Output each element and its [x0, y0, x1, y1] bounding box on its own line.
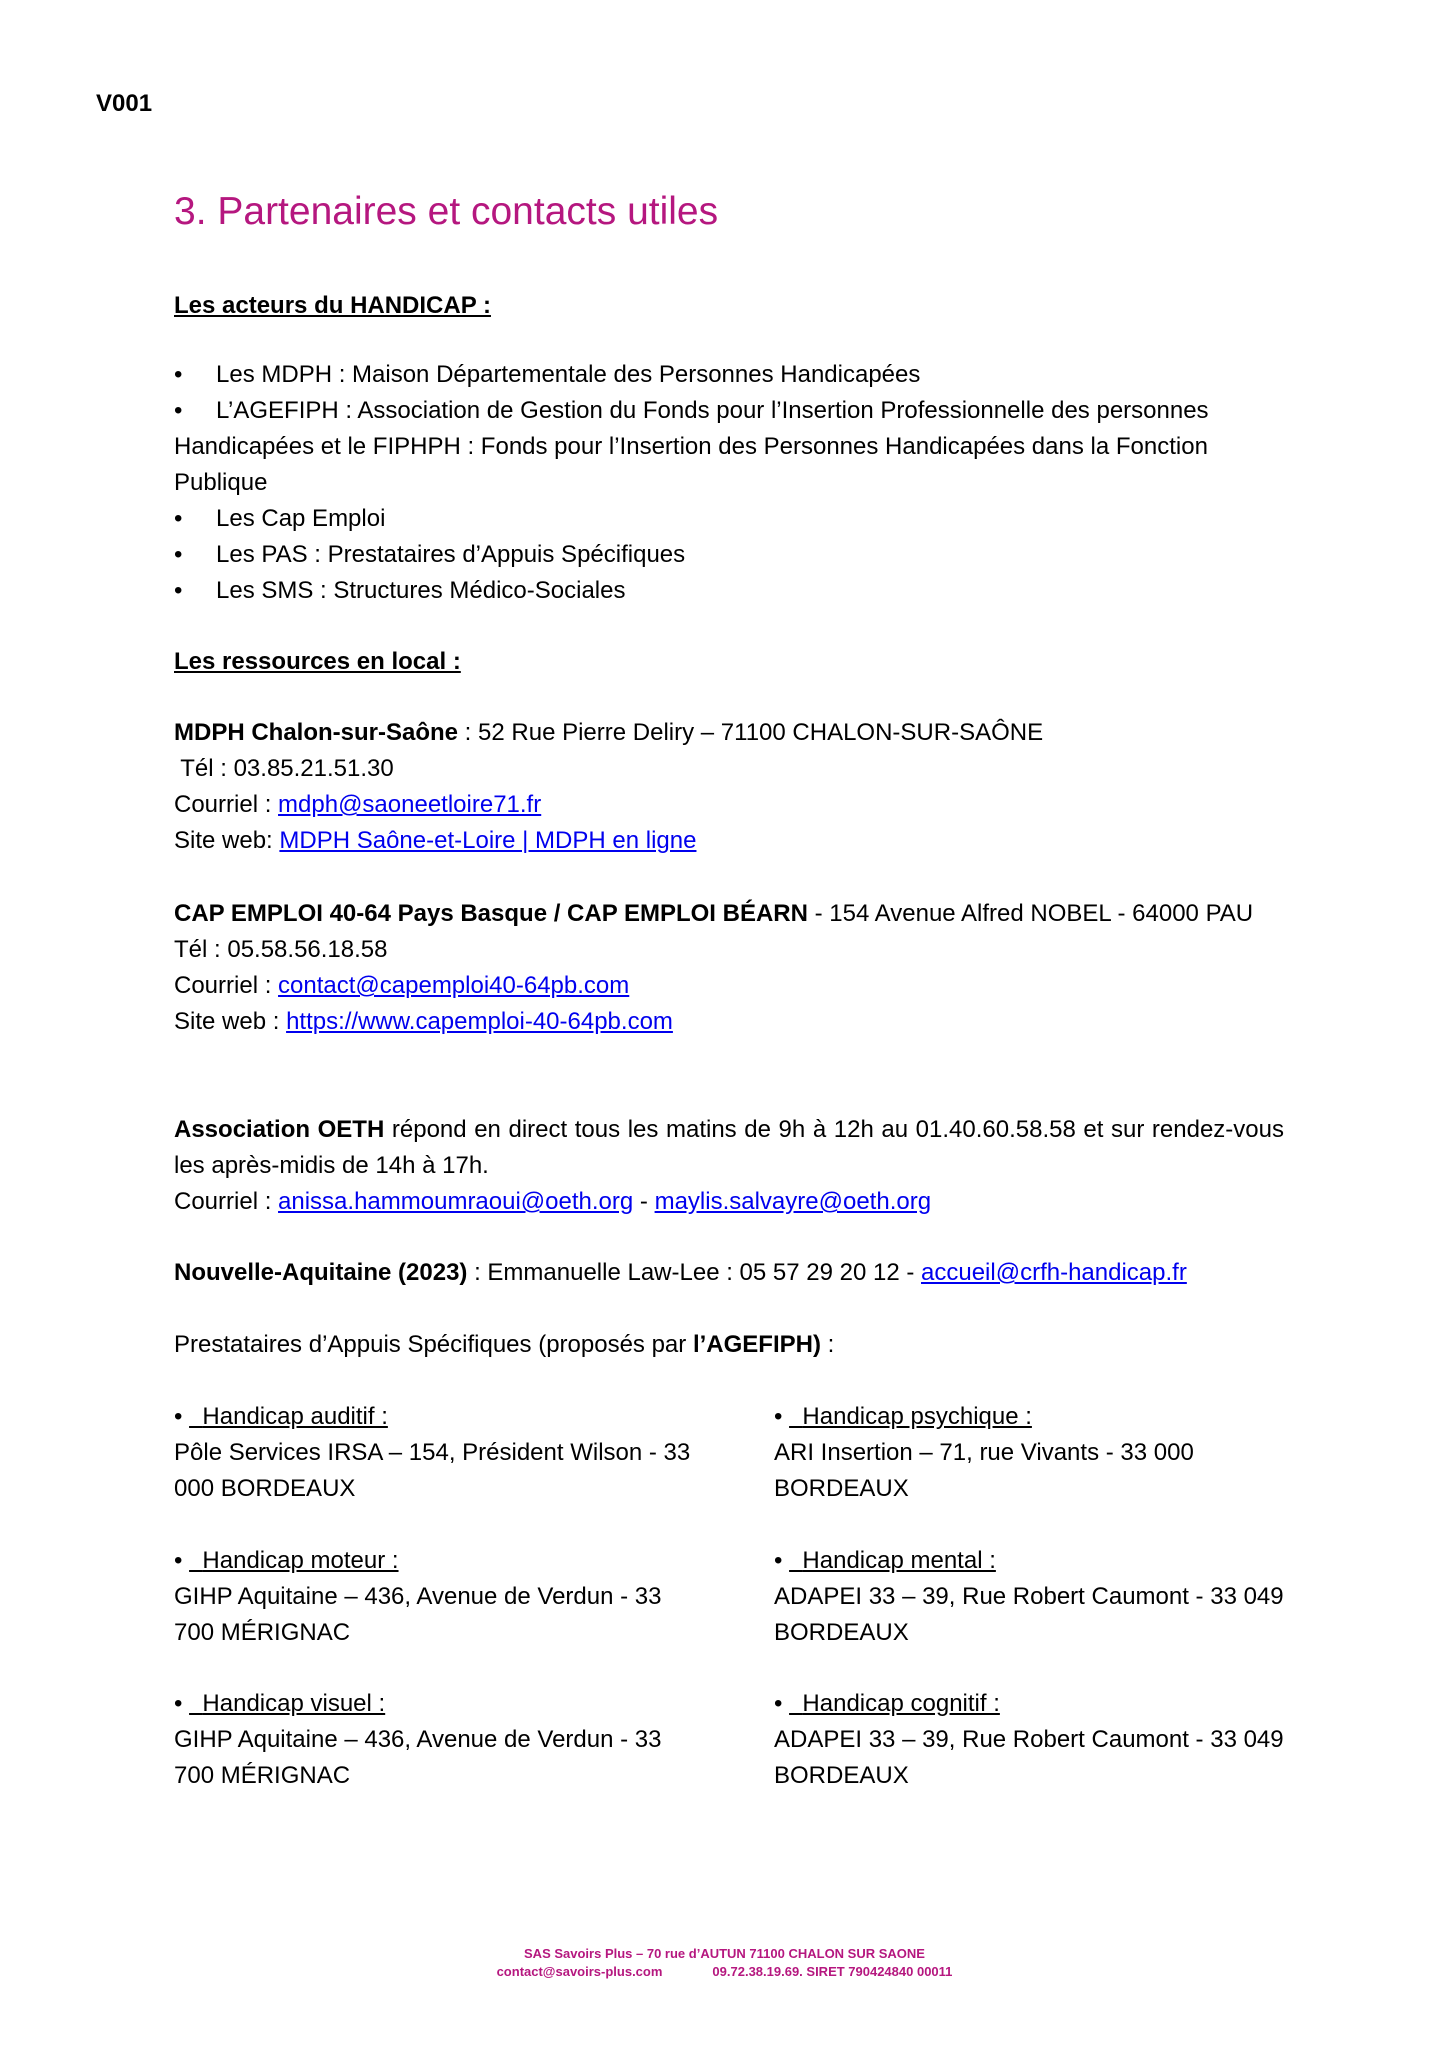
version-label: V001	[96, 90, 153, 117]
oeth-email1-link[interactable]: anissa.hammoumraoui@oeth.org	[278, 1188, 634, 1215]
mdph-site-link[interactable]: MDPH Saône-et-Loire | MDPH en ligne	[279, 827, 697, 854]
oeth-block	[174, 1112, 1284, 1220]
cap-site-link[interactable]: https://www.capemploi-40-64pb.com	[286, 1008, 673, 1035]
list-item: • L’AGEFIPH : Association de Gestion du Fonds pour l’Insertion Professionnelle des personnes Handicapées et le FIPHPH : Fonds pour l’Insertion des Personnes Handicapées dans la Fonction Publique	[174, 393, 1284, 501]
prestataire-psychique: • Handicap psychique : ARI Insertion – 71, rue Vivants - 33 000 BORDEAUX	[774, 1399, 1294, 1507]
footer	[0, 1945, 1449, 1981]
mdph-email-link[interactable]: mdph@saoneetloire71.fr	[278, 791, 542, 818]
acteurs-list	[174, 357, 1284, 609]
prestataire-type: Handicap visuel :	[202, 1690, 386, 1717]
list-item: • Les MDPH : Maison Départementale des Personnes Handicapées	[174, 357, 1284, 393]
oeth-sep: -	[633, 1188, 655, 1215]
cap-site-label: Site web :	[174, 1008, 287, 1035]
ressources-heading-text: Les ressources en local :	[174, 648, 461, 675]
prestataire-type: Handicap cognitif :	[802, 1690, 1000, 1717]
mdph-email-label: Courriel :	[174, 791, 279, 818]
mdph-block	[174, 715, 1284, 859]
prestataire-mental: • Handicap mental : ADAPEI 33 – 39, Rue Robert Caumont - 33 049 BORDEAUX	[774, 1543, 1294, 1651]
oeth-text: répond en direct tous les matins de 9h à 12h au 01.40.60.58.58 et sur rendez-vous les après-midis de 14h à 17h.	[174, 1116, 1284, 1179]
cap-tel: Tél : 05.58.56.18.58	[174, 936, 388, 963]
list-item: • Les Cap Emploi	[174, 501, 1284, 537]
mdph-address: : 52 Rue Pierre Deliry – 71100 CHALON-SUR-SAÔNE	[458, 719, 1044, 746]
list-item: • Les SMS : Structures Médico-Sociales	[174, 573, 1284, 609]
na-text: : Emmanuelle Law-Lee : 05 57 29 20 12 -	[467, 1259, 922, 1286]
prestataire-address: ADAPEI 33 – 39, Rue Robert Caumont - 33 049 BORDEAUX	[774, 1726, 1284, 1789]
cap-email-label: Courriel :	[174, 972, 279, 999]
cap-block	[174, 896, 1284, 1040]
mdph-site-label: Site web:	[174, 827, 280, 854]
prestataire-address: Pôle Services IRSA – 154, Président Wilson - 33 000 BORDEAUX	[174, 1439, 691, 1502]
footer-company: SAS Savoirs Plus – 70 rue d’AUTUN 71100 CHALON SUR SAONE	[524, 1946, 925, 1961]
pas-intro	[174, 1327, 1284, 1363]
cap-address: - 154 Avenue Alfred NOBEL - 64000 PAU	[807, 900, 1254, 927]
pas-intro-bold: l’AGEFIPH)	[692, 1331, 821, 1358]
ressources-heading	[174, 644, 461, 680]
prestataire-address: GIHP Aquitaine – 436, Avenue de Verdun - 33 700 MÉRIGNAC	[174, 1583, 662, 1646]
mdph-tel: Tél : 03.85.21.51.30	[174, 755, 394, 782]
prestataire-type: Handicap mental :	[802, 1547, 996, 1574]
cap-email-link[interactable]: contact@capemploi40-64pb.com	[278, 972, 630, 999]
oeth-name: Association OETH	[174, 1116, 385, 1143]
pas-intro-text: Prestataires d’Appuis Spécifiques (proposés par	[174, 1331, 693, 1358]
prestataire-type: Handicap auditif :	[202, 1403, 388, 1430]
acteurs-heading-text: Les acteurs du HANDICAP :	[174, 292, 491, 319]
prestataire-address: GIHP Aquitaine – 436, Avenue de Verdun - 33 700 MÉRIGNAC	[174, 1726, 662, 1789]
prestataire-auditif: • Handicap auditif : Pôle Services IRSA – 154, Président Wilson - 33 000 BORDEAUX	[174, 1399, 694, 1507]
footer-email: contact@savoirs-plus.com	[496, 1964, 663, 1979]
footer-info: 09.72.38.19.69. SIRET 790424840 00011	[712, 1964, 953, 1979]
na-block	[174, 1255, 1284, 1291]
prestataire-cognitif: • Handicap cognitif : ADAPEI 33 – 39, Rue Robert Caumont - 33 049 BORDEAUX	[774, 1686, 1294, 1794]
prestataire-address: ADAPEI 33 – 39, Rue Robert Caumont - 33 049 BORDEAUX	[774, 1583, 1284, 1646]
prestataire-visuel: • Handicap visuel : GIHP Aquitaine – 436, Avenue de Verdun - 33 700 MÉRIGNAC	[174, 1686, 694, 1794]
page-title: 3. Partenaires et contacts utiles	[174, 190, 719, 233]
acteurs-heading	[174, 288, 491, 324]
oeth-email2-link[interactable]: maylis.salvayre@oeth.org	[654, 1188, 932, 1215]
na-email-link[interactable]: accueil@crfh-handicap.fr	[921, 1259, 1187, 1286]
prestataire-address: ARI Insertion – 71, rue Vivants - 33 000 BORDEAUX	[774, 1439, 1194, 1502]
cap-name: CAP EMPLOI 40-64 Pays Basque / CAP EMPLOI BÉARN	[174, 900, 808, 927]
list-item: • Les PAS : Prestataires d’Appuis Spécifiques	[174, 537, 1284, 573]
prestataire-type: Handicap psychique :	[802, 1403, 1032, 1430]
na-name: Nouvelle-Aquitaine (2023)	[174, 1259, 468, 1286]
oeth-email-label: Courriel :	[174, 1188, 279, 1215]
pas-intro-end: :	[820, 1331, 835, 1358]
prestataire-moteur: • Handicap moteur : GIHP Aquitaine – 436, Avenue de Verdun - 33 700 MÉRIGNAC	[174, 1543, 694, 1651]
prestataire-type: Handicap moteur :	[202, 1547, 399, 1574]
mdph-name: MDPH Chalon-sur-Saône	[174, 719, 459, 746]
